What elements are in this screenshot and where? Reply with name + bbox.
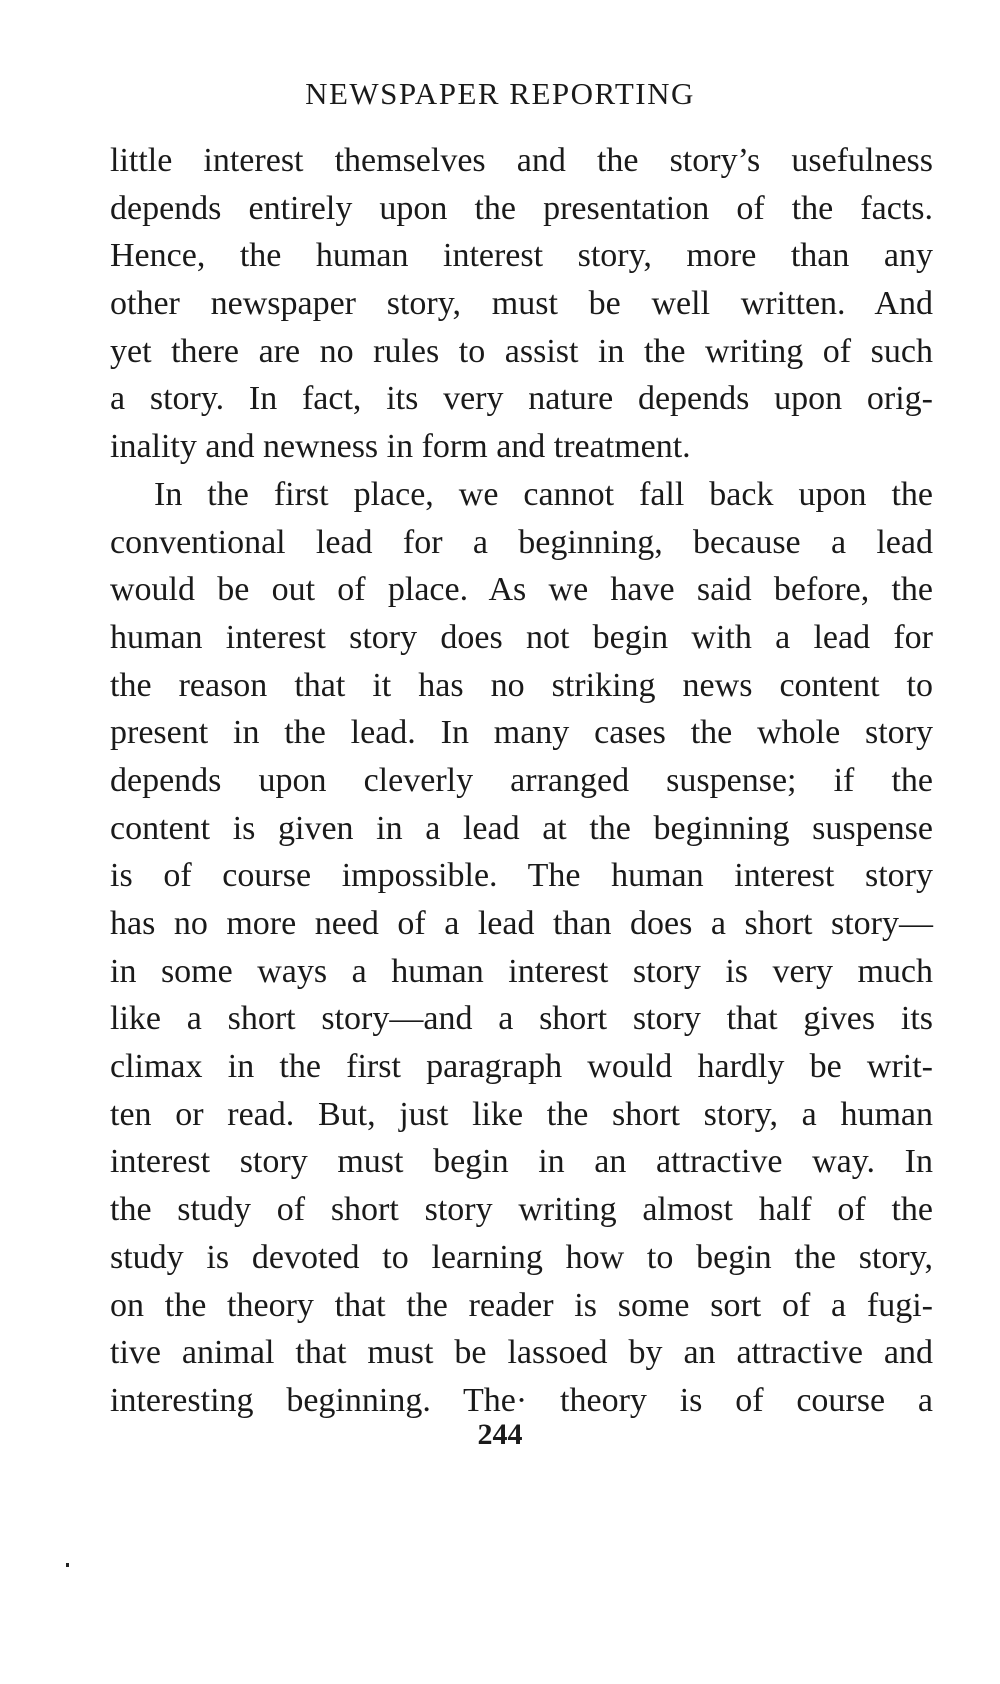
text-line: little interest themselves and the story’s usefulness: [110, 142, 933, 179]
text-line: interesting beginning. The· theory is of course a: [110, 1381, 933, 1419]
text-line: on the theory that the reader is some sort of a fugi-: [110, 1286, 933, 1324]
text-line: content is given in a lead at the beginning suspense: [110, 809, 933, 847]
page-number: 244: [477, 1418, 523, 1451]
body-text: [110, 137, 933, 1425]
text-line: tive animal that must be lassoed by an attractive and: [110, 1334, 933, 1372]
text-line: other newspaper story, must be well written. And: [110, 285, 933, 323]
text-line: study is devoted to learning how to begin the story,: [110, 1238, 933, 1276]
text-line: is of course impossible. The human interest story: [110, 857, 933, 895]
text-line: a story. In fact, its very nature depends upon orig-: [110, 380, 933, 418]
text-line: would be out of place. As we have said before, the: [110, 571, 933, 609]
running-head: NEWSPAPER REPORTING: [305, 76, 695, 111]
text-line: In the first place, we cannot fall back upon the: [154, 475, 933, 513]
text-line: conventional lead for a beginning, because a lead: [110, 523, 933, 561]
text-line: depends upon cleverly arranged suspense; if the: [110, 761, 933, 799]
text-line: ten or read. But, just like the short story, a human: [110, 1095, 933, 1133]
text-line: present in the lead. In many cases the whole story: [110, 714, 933, 752]
text-line: interest story must begin in an attractive way. In: [110, 1143, 933, 1181]
text-line: human interest story does not begin with a lead for: [110, 618, 933, 656]
text-line: the study of short story writing almost half of the: [110, 1191, 933, 1229]
text-line: in some ways a human interest story is very much: [110, 952, 933, 990]
scan-speck: [66, 1563, 69, 1567]
text-line: like a short story—and a short story that gives its: [110, 1000, 933, 1038]
text-line: Hence, the human interest story, more than any: [110, 237, 933, 275]
text-line: climax in the first paragraph would hardly be writ-: [110, 1048, 933, 1086]
text-line: yet there are no rules to assist in the writing of such: [110, 332, 933, 370]
text-line: inality and newness in form and treatment.: [110, 428, 691, 466]
text-line: has no more need of a lead than does a short story—: [110, 905, 933, 942]
text-line: depends entirely upon the presentation of the facts.: [110, 189, 933, 227]
text-line: the reason that it has no striking news content to: [110, 666, 933, 704]
